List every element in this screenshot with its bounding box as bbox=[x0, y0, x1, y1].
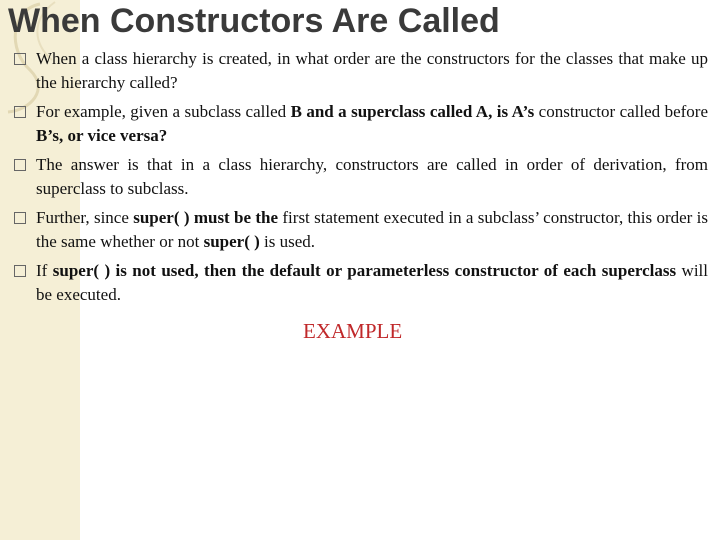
bullet-text-segment: Further, since bbox=[36, 208, 134, 227]
bullet-text-segment: first statement executed in a subclass’ constructor, this order is the same whether or not bbox=[36, 208, 708, 251]
bullet-item bbox=[14, 206, 708, 254]
slide-title: When Constructors Are Called bbox=[8, 2, 500, 40]
bullet-text-segment: is used. bbox=[259, 232, 316, 251]
bullet-list bbox=[14, 47, 708, 312]
bullet-text-segment: For example, given a subclass called bbox=[36, 102, 291, 121]
bullet-text-segment: When a class hierarchy is created, in what order are the constructors for the classes that make up the hierarchy called? bbox=[36, 49, 708, 92]
bullet-square-icon bbox=[14, 212, 26, 224]
bullet-text-segment: constructor called before bbox=[534, 102, 708, 121]
bullet-text-segment: will be executed. bbox=[36, 261, 708, 304]
bullet-square-icon bbox=[14, 265, 26, 277]
bullet-text-segment: super( ) is not used, then the default or parameterless constructor of each superclass bbox=[52, 261, 677, 280]
bullet-text-segment: If bbox=[36, 261, 53, 280]
bullet-text-segment: B and a superclass called A, is A’s bbox=[290, 102, 535, 121]
bullet-text-segment: The answer is that in a class hierarchy, constructors are called in order of derivation, from superclass to subclass. bbox=[36, 155, 708, 198]
bullet-text-segment: B’s, or vice versa? bbox=[36, 126, 168, 145]
example-link[interactable]: EXAMPLE bbox=[303, 319, 403, 343]
bullet-item bbox=[14, 47, 708, 95]
bullet-square-icon bbox=[14, 53, 26, 65]
bullet-item bbox=[14, 259, 708, 307]
bullet-square-icon bbox=[14, 159, 26, 171]
bullet-text-segment: super( ) must be the bbox=[133, 208, 279, 227]
bullet-text-segment: super( ) bbox=[203, 232, 260, 251]
bullet-item bbox=[14, 100, 708, 148]
bullet-item bbox=[14, 153, 708, 201]
bullet-square-icon bbox=[14, 106, 26, 118]
